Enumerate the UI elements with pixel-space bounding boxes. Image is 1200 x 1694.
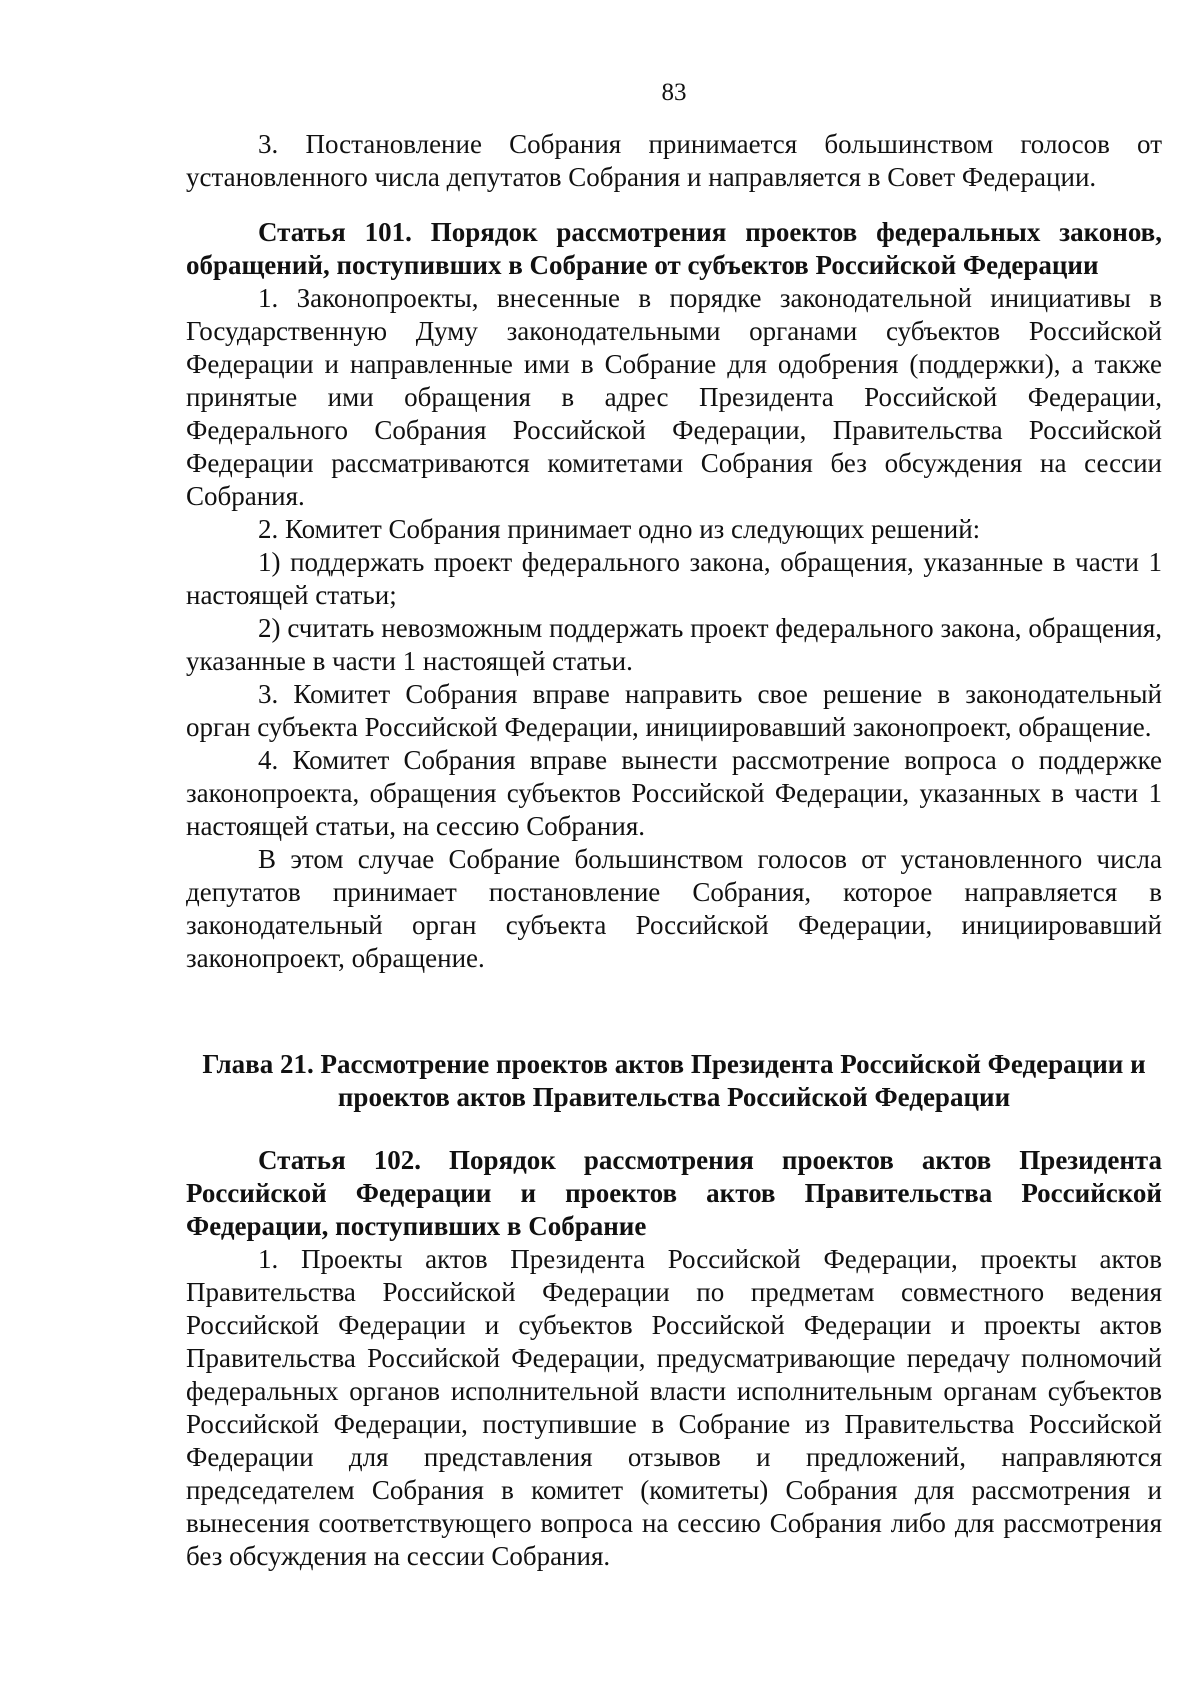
chapter-21-title: Глава 21. Рассмотрение проектов актов Президента Российской Федерации и проектов актов Правительства Российской Федерации	[202, 1049, 1146, 1112]
chapter-21	[186, 1048, 1162, 1114]
paragraph: 1) поддержать проект федерального закона, обращения, указанные в части 1 настоящей статьи;	[186, 547, 1162, 610]
paragraph: 1. Законопроекты, внесенные в порядке законодательной инициативы в Государственную Думу законодательными органами субъектов Российской Федерации и направленные ими в Собрание для одобрения (поддержки), а также принятые ими обращения в адрес Президента Российской Федерации, Федерального Собрания Российской Федерации, Правительства Российской Федерации рассматриваются комитетами Собрания без обсуждения на сессии Собрания.	[186, 283, 1162, 511]
paragraph: 3. Постановление Собрания принимается большинством голосов от установленного числа депутатов Собрания и направляется в Совет Федерации.	[186, 129, 1162, 192]
article-102-title: Статья 102. Порядок рассмотрения проектов актов Президента Российской Федерации и проектов актов Правительства Российской Федерации, поступивших в Собрание	[186, 1145, 1162, 1241]
page-number: 83	[661, 79, 687, 106]
article-101-title: Статья 101. Порядок рассмотрения проектов федеральных законов, обращений, поступивших в Собрание от субъектов Российской Федерации	[186, 217, 1162, 280]
paragraph: 4. Комитет Собрания вправе вынести рассмотрение вопроса о поддержке законопроекта, обращения субъектов Российской Федерации, указанных в части 1 настоящей статьи, на сессию Собрания.	[186, 745, 1162, 841]
paragraph: 3. Комитет Собрания вправе направить свое решение в законодательный орган субъекта Российской Федерации, инициировавший законопроект, обращение.	[186, 679, 1162, 742]
article-100-part-3	[186, 128, 1162, 194]
article-102	[186, 1144, 1162, 1573]
paragraph: В этом случае Собрание большинством голосов от установленного числа депутатов принимает постановление Собрания, которое направляется в законодательный орган субъекта Российской Федерации, инициировавший законопроект, обращение.	[186, 844, 1162, 973]
paragraph: 2) считать невозможным поддержать проект федерального закона, обращения, указанные в части 1 настоящей статьи.	[186, 613, 1162, 676]
paragraph: 1. Проекты актов Президента Российской Федерации, проекты актов Правительства Российской Федерации по предметам совместного ведения Российской Федерации и субъектов Российской Федерации и проекты актов Правительства Российской Федерации, предусматривающие передачу полномочий федеральных органов исполнительной власти исполнительным органам субъектов Российской Федерации, поступившие в Собрание из Правительства Российской Федерации для представления отзывов и предложений, направляются председателем Собрания в комитет (комитеты) Собрания для рассмотрения и вынесения соответствующего вопроса на сессию Собрания либо для рассмотрения без обсуждения на сессии Собрания.	[186, 1244, 1162, 1571]
article-101	[186, 216, 1162, 975]
paragraph: 2. Комитет Собрания принимает одно из следующих решений:	[258, 514, 981, 544]
